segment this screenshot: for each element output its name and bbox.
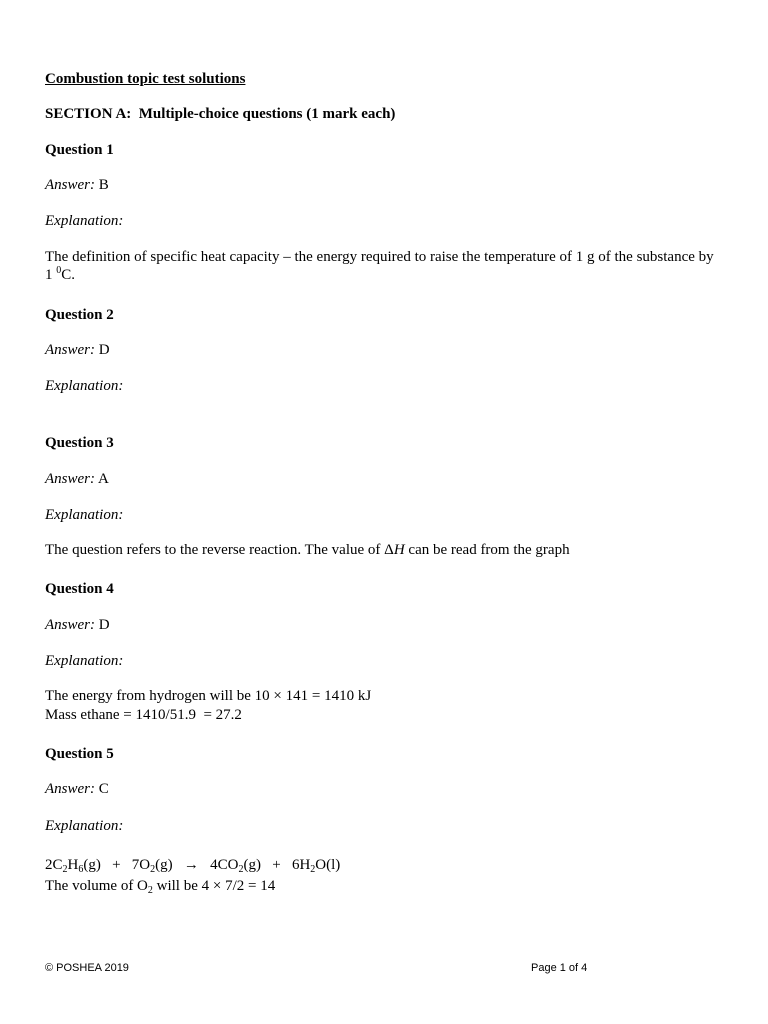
text-segment: C. — [61, 267, 76, 283]
answer-label: Answer: — [45, 342, 95, 358]
answer-label: Answer: — [45, 781, 95, 797]
explanation-text — [45, 267, 75, 284]
subscript: 2 — [310, 864, 316, 875]
explanation-label: Explanation: — [45, 507, 124, 523]
explanation-text — [45, 707, 242, 724]
text-segment: H — [67, 857, 79, 873]
answer-line — [45, 342, 110, 359]
document-title: Combustion topic test solutions — [45, 71, 246, 87]
answer-line — [45, 471, 109, 488]
text-segment: can be read from the graph — [404, 542, 570, 558]
answer-value: C — [98, 781, 109, 797]
question-heading: Question 1 — [45, 142, 114, 158]
text-segment: The question refers to the reverse reaction. The value of Δ — [45, 542, 394, 558]
question-heading: Question 2 — [45, 307, 114, 323]
answer-label: Answer: — [45, 177, 95, 193]
chemical-equation — [45, 857, 340, 874]
answer-line — [45, 617, 110, 634]
text-segment: 2C — [45, 857, 63, 873]
section-heading: SECTION A: Multiple-choice questions (1 mark each) — [45, 106, 396, 122]
answer-label: Answer: — [45, 617, 95, 633]
subscript: 2 — [238, 864, 244, 875]
answer-value: D — [98, 342, 110, 358]
reaction-arrow: → — [183, 857, 199, 873]
text-segment: (g) + 6H — [243, 857, 311, 873]
explanation-text — [45, 878, 275, 895]
explanation-text — [45, 542, 570, 559]
answer-label: Answer: — [45, 471, 95, 487]
text-segment: will be 4 × 7/2 = 14 — [152, 878, 276, 894]
text-segment: Mass ethane = 1410/51.9 = 27.2 — [45, 707, 242, 723]
italic-symbol: H — [393, 542, 405, 558]
text-segment: 4CO — [198, 857, 239, 873]
answer-value: D — [98, 617, 110, 633]
text-segment: The energy from hydrogen will be 10 × 141 = 1410 kJ — [45, 688, 372, 704]
subscript: 2 — [150, 864, 156, 875]
text-segment: The definition of specific heat capacity – the energy required to raise the temperature of 1 g of the substance by — [45, 249, 714, 265]
explanation-text — [45, 249, 714, 266]
explanation-text — [45, 688, 371, 705]
text-segment: (g) — [155, 857, 184, 873]
answer-line — [45, 177, 109, 194]
explanation-label: Explanation: — [45, 818, 124, 834]
answer-line — [45, 781, 109, 798]
question-heading: Question 4 — [45, 581, 114, 597]
footer-page-number: Page 1 of 4 — [531, 962, 588, 974]
footer-copyright: © POSHEA 2019 — [45, 962, 129, 974]
question-heading: Question 5 — [45, 746, 114, 762]
text-segment: (g) + 7O — [83, 857, 151, 873]
subscript: 2 — [147, 885, 153, 896]
answer-value: B — [98, 177, 109, 193]
explanation-label: Explanation: — [45, 213, 124, 229]
text-segment: The volume of O — [45, 878, 148, 894]
explanation-label: Explanation: — [45, 653, 124, 669]
question-heading: Question 3 — [45, 435, 114, 451]
subscript: 2 — [62, 864, 68, 875]
text-segment: O(l) — [315, 857, 341, 873]
answer-value: A — [97, 471, 109, 487]
superscript: 0 — [56, 265, 62, 276]
text-segment: 1 — [45, 267, 57, 283]
explanation-label: Explanation: — [45, 378, 124, 394]
subscript: 6 — [78, 864, 84, 875]
